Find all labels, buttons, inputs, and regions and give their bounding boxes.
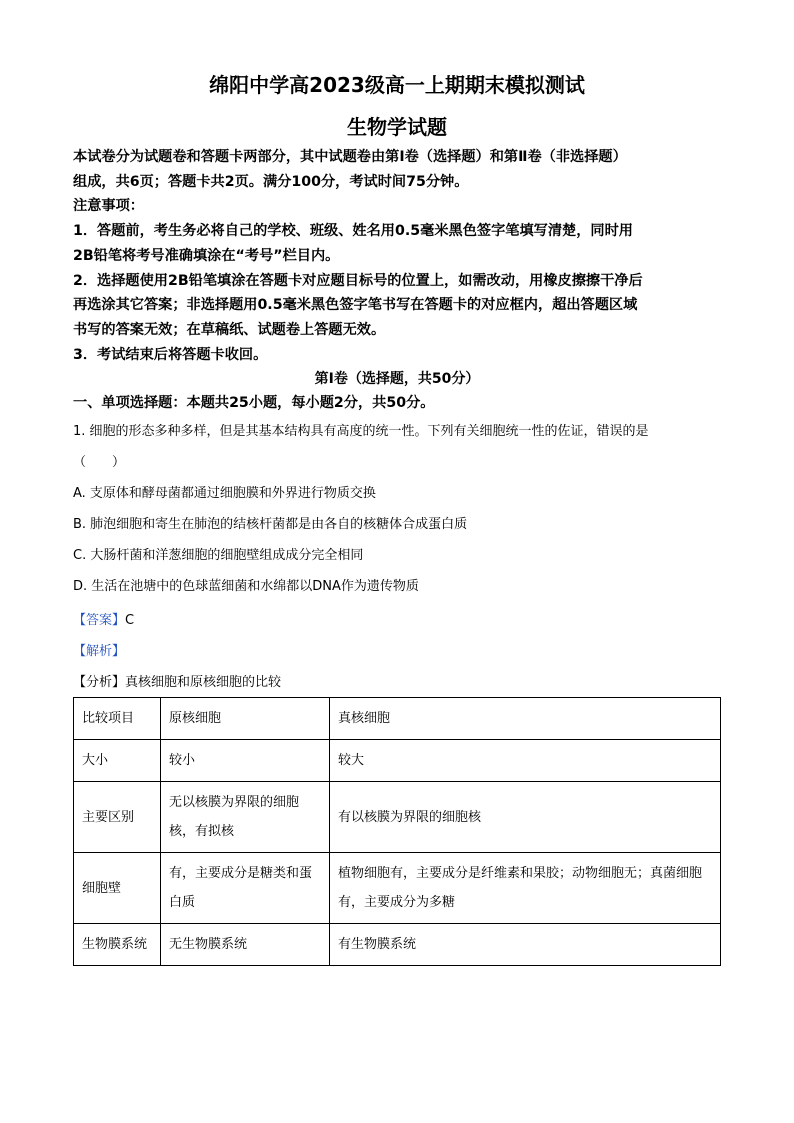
table-cell: 生物膜系统 xyxy=(74,924,161,966)
exam-title: 绵阳中学高2023级高一上期期末模拟测试 xyxy=(209,73,585,97)
question-stem: 1. 细胞的形态多种多样，但是其基本结构具有高度的统一性。下列有关细胞统一性的佐证，错误的是 xyxy=(73,424,649,439)
table-cell: 主要区别 xyxy=(74,782,161,853)
answer-value: C xyxy=(125,613,135,628)
table-row xyxy=(74,740,721,782)
exam-instructions xyxy=(73,145,723,367)
option-a: A. 支原体和酵母菌都通过细胞膜和外界进行物质交换 xyxy=(73,486,376,501)
option-d: D. 生活在池塘中的色球蓝细菌和水绵都以DNA作为遗传物质 xyxy=(73,579,419,594)
notice-item-2-cont: 再选涂其它答案；非选择题用0.5毫米黑色签字笔书写在答题卡的对应框内，超出答题区域 xyxy=(73,297,638,314)
header-cell: 原核细胞 xyxy=(161,698,330,740)
table-cell: 有，主要成分是糖类和蛋白质 xyxy=(161,853,330,924)
analysis-sub-tag: 【分析】 xyxy=(73,675,126,690)
part-title: 一、单项选择题：本题共25小题，每小题2分，共50分。 xyxy=(73,395,435,411)
table-cell: 有以核膜为界限的细胞核 xyxy=(330,782,721,853)
header-cell: 比较项目 xyxy=(74,698,161,740)
comparison-table xyxy=(73,697,721,966)
analysis-sub-line xyxy=(73,671,281,690)
table-cell: 大小 xyxy=(74,740,161,782)
notice-item-1-cont: 2B铅笔将考号准确填涂在“考号”栏目内。 xyxy=(73,247,340,264)
volume-title: 第Ⅰ卷（选择题，共50分） xyxy=(314,371,480,387)
analysis-text: 真核细胞和原核细胞的比较 xyxy=(125,675,282,690)
question-1 xyxy=(73,416,723,602)
table-cell: 无以核膜为界限的细胞核，有拟核 xyxy=(161,782,330,853)
notice-title: 注意事项： xyxy=(73,198,144,215)
option-b: B. 肺泡细胞和寄生在肺泡的结核杆菌都是由各自的核糖体合成蛋白质 xyxy=(73,517,468,532)
exam-subtitle: 生物学试题 xyxy=(347,115,447,139)
table-cell: 植物细胞有，主要成分是纤维素和果胶；动物细胞无；真菌细胞有，主要成分为多糖 xyxy=(330,853,721,924)
table-cell: 有生物膜系统 xyxy=(330,924,721,966)
notice-item-3: 3．考试结束后将答题卡收回。 xyxy=(73,346,268,363)
answer-tag: 【答案】 xyxy=(73,613,126,628)
header-cell: 真核细胞 xyxy=(330,698,721,740)
table-cell: 细胞壁 xyxy=(74,853,161,924)
table-cell: 无生物膜系统 xyxy=(161,924,330,966)
intro-line: 本试卷分为试题卷和答题卡两部分，其中试题卷由第Ⅰ卷（选择题）和第Ⅱ卷（非选择题） xyxy=(73,149,627,165)
table-cell: 较小 xyxy=(161,740,330,782)
table-row xyxy=(74,853,721,924)
intro-line: 组成，共6页；答题卡共2页。满分100分，考试时间75分钟。 xyxy=(73,173,469,190)
question-stem-blank: （ ） xyxy=(73,455,126,470)
notice-item-2: 2．选择题使用2B铅笔填涂在答题卡对应题目标号的位置上，如需改动，用橡皮擦擦干净后 xyxy=(73,272,643,289)
notice-item-1: 1．答题前，考生务必将自己的学校、班级、姓名用0.5毫米黑色签字笔填写清楚，同时用 xyxy=(73,223,633,240)
table-row xyxy=(74,782,721,853)
table-row xyxy=(74,924,721,966)
table-header-row xyxy=(74,698,721,740)
analysis-tag: 【解析】 xyxy=(73,644,126,659)
answer-line xyxy=(73,609,134,628)
option-c: C. 大肠杆菌和洋葱细胞的细胞壁组成成分完全相同 xyxy=(73,548,364,563)
notice-item-2-cont: 书写的答案无效；在草稿纸、试题卷上答题无效。 xyxy=(73,321,386,338)
table-cell: 较大 xyxy=(330,740,721,782)
analysis-line xyxy=(73,640,125,659)
